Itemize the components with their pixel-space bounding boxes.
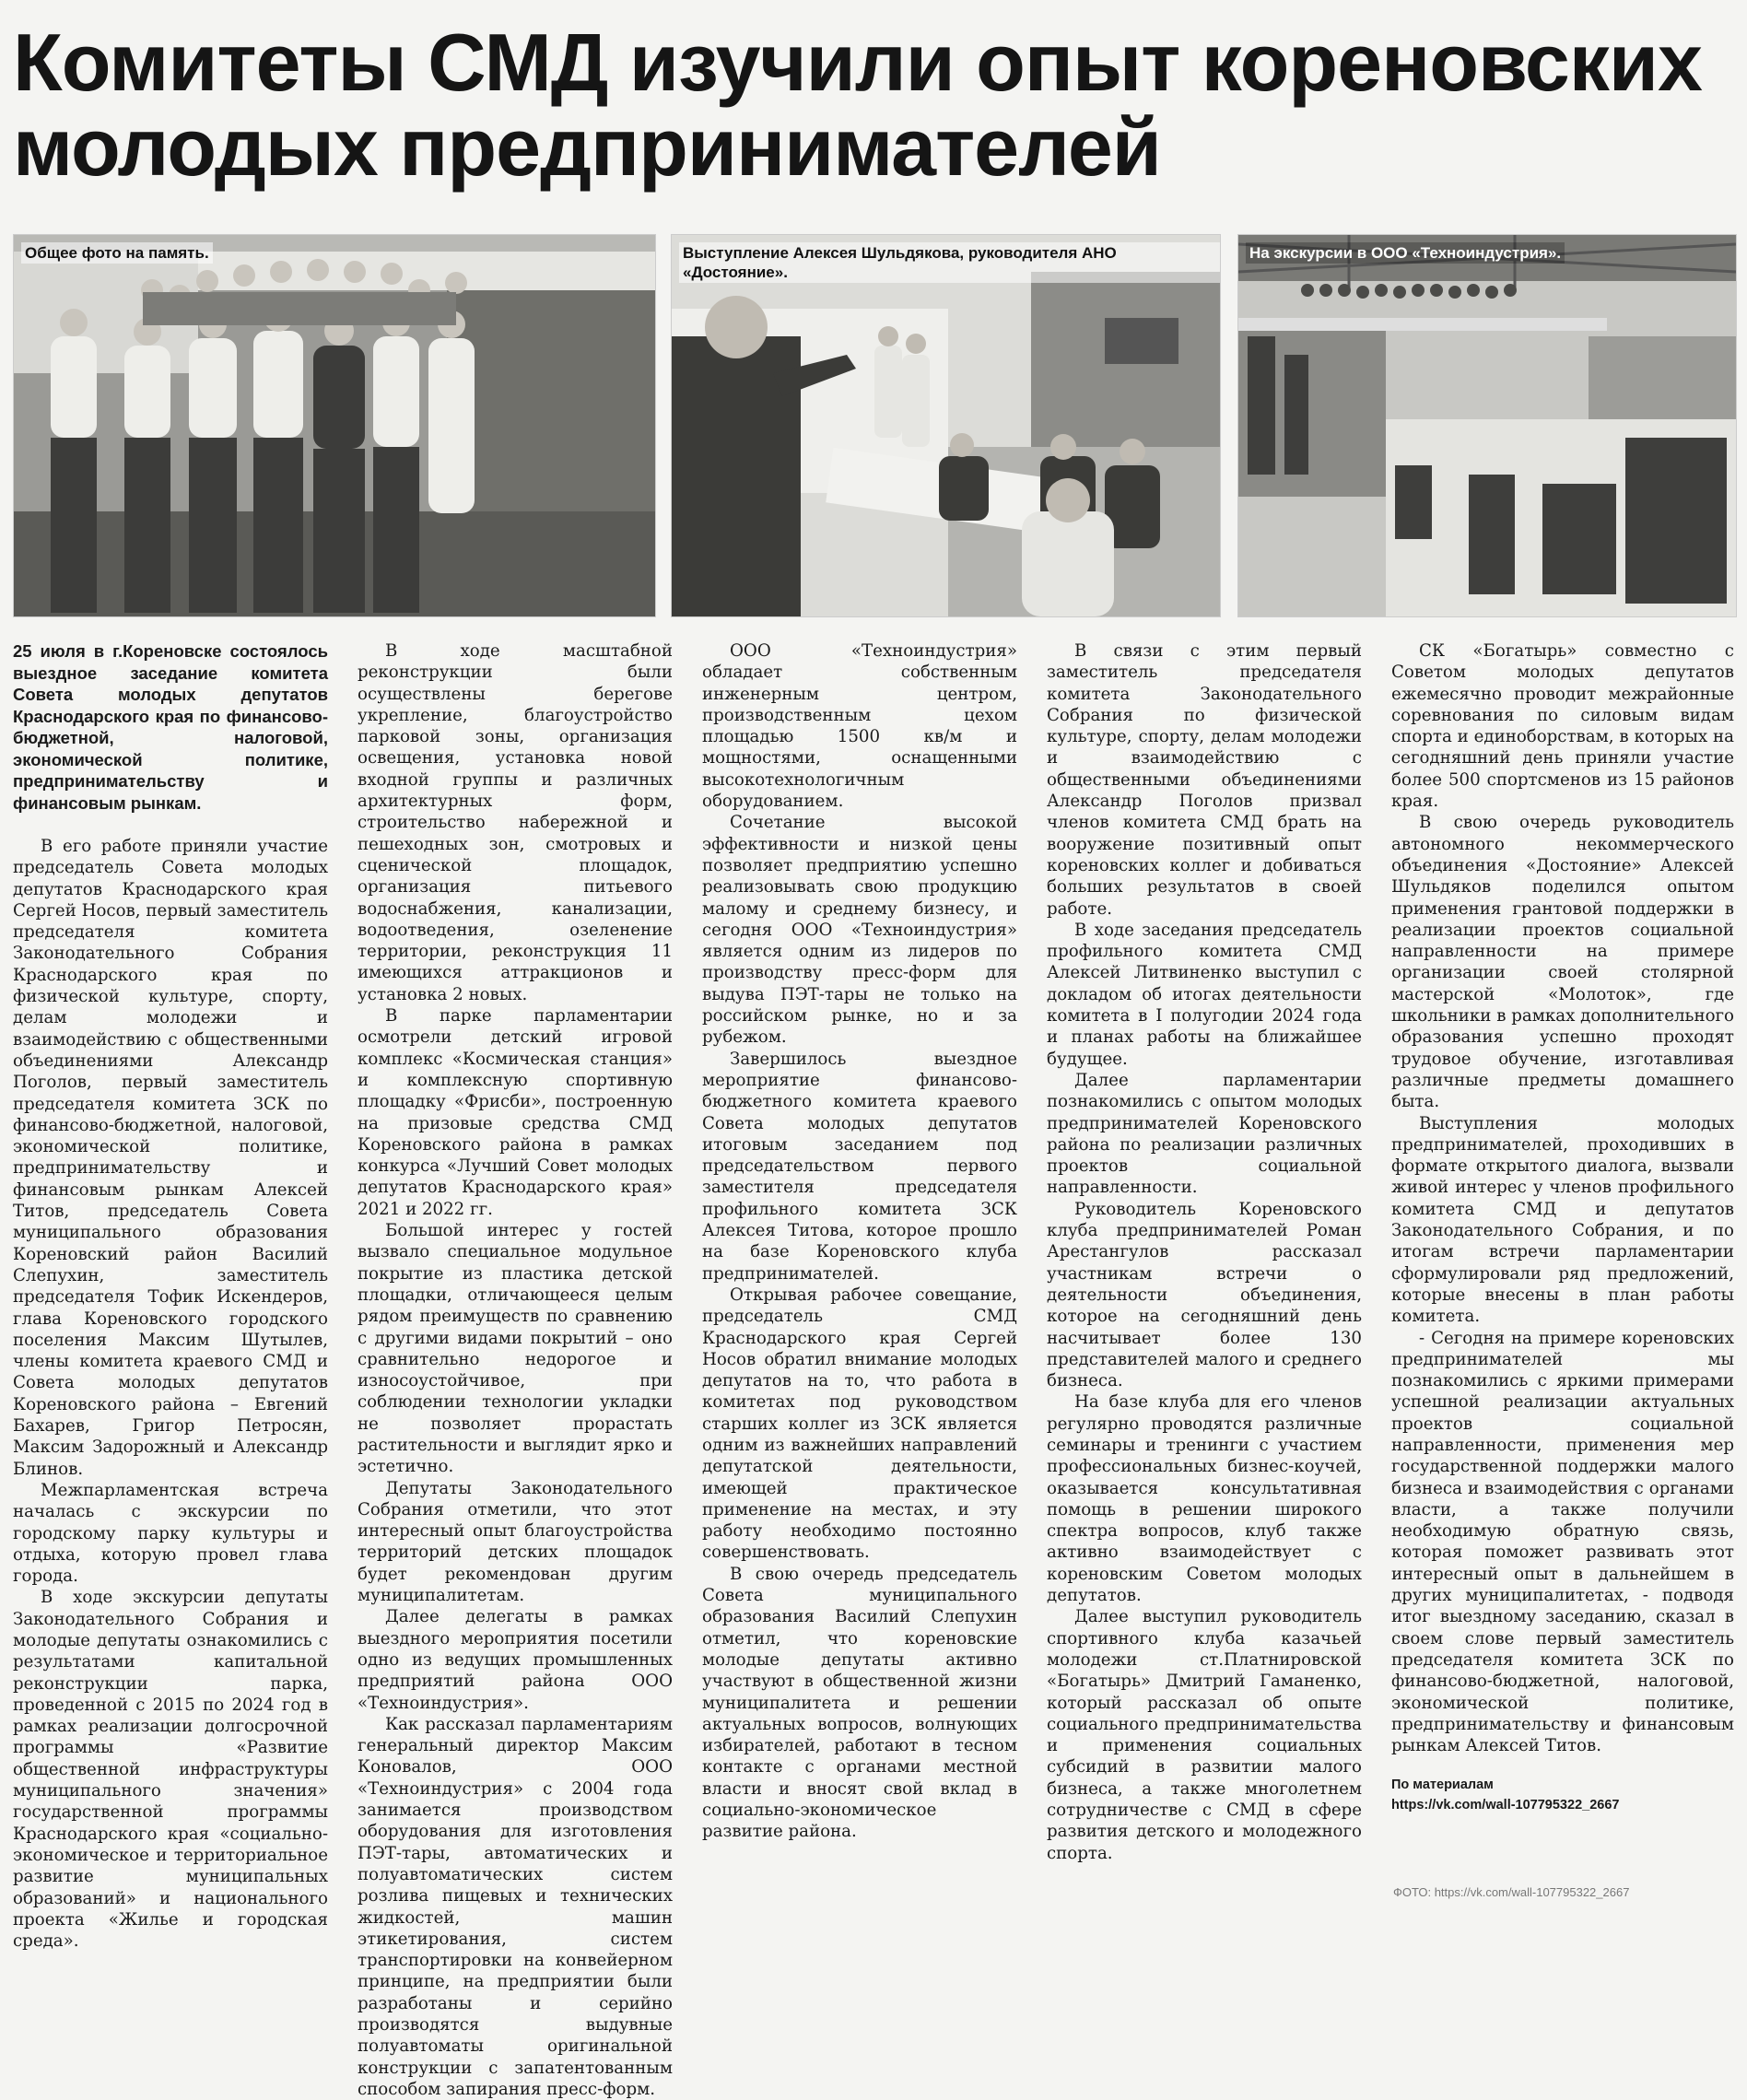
article-column-4: [1047, 640, 1362, 1864]
article-paragraph: В ходе экскурсии депутаты Законодательного Собрания и молодые депутаты ознакомились с результатами капитальной реконструкции парка, проведенной с 2015 по 2024 год в рамках реализации долгосрочной программы «Развитие общественной инфраструктуры муниципального значения» государственной программы Краснодарского края «социально-экономическое и территориальное развитие муниципальных образований» и национального проекта «Жилье и городская среда».: [13, 1588, 328, 1952]
photo-credit: ФОТО: https://vk.com/wall-107795322_2667: [1393, 1885, 1630, 1899]
article-paragraph: Межпарламентская встреча началась с экскурсии по городскому парку культуры и отдыха, которую провел глава города.: [13, 1480, 328, 1587]
source-label: По материалам: [1391, 1777, 1494, 1793]
article-column-2: [358, 640, 673, 2100]
article-paragraph: Открывая рабочее совещание, председатель СМД Краснодарского края Сергей Носов обратил внимание молодых депутатов на то, что работа в комитетах под руководством старших коллег из ЗСК является одним из важнейших направлений депутатской деятельности, имеющей практическое применение на местах, и эту работу необходимо постоянно совершенствовать.: [702, 1285, 1017, 1563]
article-paragraph: В свою очередь руководитель автономного некоммерческого объединения «Достояние» Алексей Шульдяков поделился опытом применения грантовой поддержки в реализации проектов социальной направленности на примере организации своей столярной мастерской «Молоток», где школьники в рамках дополнительного образования успешно проходят трудовое обучение, изготавливая различные предметы домашнего быта.: [1391, 813, 1734, 1112]
photo-factory: [1237, 234, 1737, 617]
article-paragraph: В ходе масштабной реконструкции были осуществлены берегове укрепление, благоустройство парковой зоны, организация освещения, установка новой входной группы и различных архитектурных форм, строительство набережной и пешеходных зон, смотровых и сценической площадок, организация питьевого водоснабжения, канализации, водоотведения, озеленение территории, реконструкция 11 имеющихся аттракционов и установка 2 новых.: [358, 641, 673, 1004]
article-paragraph: Большой интерес у гостей вызвало специальное модульное покрытие из пластика детской площадки, отличающееся целым рядом преимуществ по сравнению с другими видами покрытий – оно сравнительно недорогое и износоустойчивое, при соблюдении технологии укладки не позволяет прорастать растительности и выглядит ярко и эстетично.: [358, 1221, 673, 1477]
photo-caption-speaker: Выступление Алексея Шульдякова, руководителя АНО «Достояние».: [679, 242, 1220, 283]
article-paragraph: На базе клуба для его членов регулярно проводятся различные семинары и тренинги с участием профессиональных бизнес-коучей, оказывается консультативная помощь в решении широкого спектра вопросов, клуб также активно взаимодействует с кореновским Советом молодых депутатов.: [1047, 1392, 1362, 1606]
photo-group: [13, 234, 656, 617]
article-paragraph: В свою очередь председатель Совета муниципального образования Василий Слепухин отметил, что кореновские молодые депутаты активно участвуют в общественной жизни муниципалитета и решении актуальных вопросов, волнующих избирателей, работают в тесном контакте с органами местной власти и вносят свой вклад в социально-экономическое развитие района.: [702, 1564, 1017, 1842]
article-paragraph: Далее парламентарии познакомились с опытом молодых предпринимателей Кореновского района по реализации различных проектов социальной направленности.: [1047, 1070, 1362, 1198]
article-paragraph: В связи с этим первый заместитель председателя комитета Законодательного Собрания по физической культуре, спорту, делам молодежи и взаимодействию с общественными объединениями Александр Поголов призвал членов комитета СМД брать на вооружение позитивный опыт кореновских коллег и добиваться больших результатов в своей работе.: [1047, 641, 1362, 919]
article-column-5: [1391, 640, 1734, 1815]
headline: Комитеты СМД изучили опыт кореновских молодых предпринимателей: [13, 17, 1702, 193]
article-paragraph: Как рассказал парламентариям генеральный директор Максим Коновалов, ООО «Техноиндустрия» с 2004 года занимается производством оборудования для изготовления ПЭТ-тары, автоматических и полуавтоматических систем розлива пищевых и технических жидкостей, машин этикетирования, систем транспортировки на конвейерном принципе, на предприятии были разработаны и серийно производятся выдувные полуавтоматы оригинальной конструкции с запатентованным способом запирания пресс-форм.: [358, 1714, 673, 2099]
article-paragraph: - Сегодня на примере кореновских предпринимателей мы познакомились с яркими примерами успешной реализации актуальных проектов социальной направленности, применения мер государственной поддержки малого бизнеса и взаимодействия с органами власти, а также получили необходимую обратную связь, которая поможет развивать этот интересный опыт в дальнейшем в других муниципалитетах, - подводя итог выездному заседанию, сказал в своем слове первый заместитель председателя комитета ЗСК по финансово-бюджетной, налоговой, экономической политике, предпринимательству и финансовым рынкам Алексей Титов.: [1391, 1328, 1734, 1756]
source-link[interactable]: https://vk.com/wall-107795322_2667: [1391, 1798, 1620, 1813]
article-paragraph: В парке парламентарии осмотрели детский игровой комплекс «Космическая станция» и комплексную спортивную площадку «Фрисби», построенную на призовые средства СМД Кореновского района в рамках конкурса «Лучший Совет молодых депутатов Краснодарского края» 2021 и 2022 гг.: [358, 1006, 673, 1219]
article-paragraph: СК «Богатырь» совместно с Советом молодых депутатов ежемесячно проводит межрайонные соревнования по силовым видам спорта и единоборствам, в которых на сегодняшний день приняли участие более 500 спортсменов из 15 районов края.: [1391, 641, 1734, 812]
article-paragraph: Далее делегаты в рамках выездного мероприятия посетили одно из ведущих промышленных предприятий района ООО «Техноиндустрия».: [358, 1607, 673, 1713]
article-paragraph: Завершилось выездное мероприятие финансово-бюджетного комитета краевого Совета молодых депутатов итоговым заседанием под председательством первого заместителя председателя профильного комитета ЗСК Алексея Титова, которое прошло на базе Кореновского клуба предпринимателей.: [702, 1049, 1017, 1284]
article-paragraph: Выступления молодых предпринимателей, проходивших в формате открытого диалога, вызвали живой интерес у членов профильного комитета СМД и депутатов Законодательного Собрания, и по итогам встречи парламентарии сформулировали ряд предложений, которые внесены в план работы комитета.: [1391, 1113, 1734, 1327]
photo-caption-group: Общее фото на память.: [21, 242, 213, 264]
article-paragraph: Депутаты Законодательного Собрания отметили, что этот интересный опыт благоустройства территорий детских площадок будет рекомендован другим муниципалитетам.: [358, 1478, 673, 1606]
photo-caption-factory: На экскурсии в ООО «Техноиндустрия».: [1246, 242, 1565, 264]
article-paragraph: ООО «Техноиндустрия» обладает собственным инженерным центром, производственным цехом площадью 1500 кв/м и мощностями, оснащенными высокотехнологичным оборудованием.: [702, 641, 1017, 812]
article-column-3: [702, 640, 1017, 1843]
article-paragraph: Далее выступил руководитель спортивного клуба казачьей молодежи ст.Платнировской «Богатырь» Дмитрий Гаманенко, который рассказал об опыте социального предпринимательства и применения социальных субсидий в развитии малого бизнеса, а также многолетнем сотрудничестве с СМД в сфере развития детского и молодежного спорта.: [1047, 1607, 1362, 1863]
article-paragraph: В его работе приняли участие председатель Совета молодых депутатов Краснодарского края Сергей Носов, первый заместитель председателя комитета Законодательного Собрания Краснодарского края по физической культуре, спорту, делам молодежи и взаимодействию с общественными объединениями Александр Поголов, первый заместитель председателя комитета ЗСК по финансово-бюджетной, налоговой, экономической политике, предпринимательству и финансовым рынкам Алексей Титов, председатель Совета муниципального образования Кореновский район Василий Слепухин, заместитель председателя Тофик Искендеров, глава Кореновского городского поселения Максим Шутылев, члены комитета краевого СМД и Совета молодых депутатов Кореновского района – Евгений Бахарев, Григор Петросян, Максим Задорожный и Александр Блинов.: [13, 837, 328, 1479]
article-paragraph: Сочетание высокой эффективности и низкой цены позволяет предприятию успешно реализовывать свою продукцию малому и среднему бизнесу, и сегодня ООО «Техноиндустрия» является одним из лидеров по производству пресс-форм для выдува ПЭТ-тары не только на российском рынке, но и за рубежом.: [702, 813, 1017, 1048]
article-column-1: [13, 640, 328, 1952]
photo-speaker: [671, 234, 1221, 617]
article-lead: 25 июля в г.Кореновске состоялось выездное заседание комитета Совета молодых депутатов Краснодарского края по финансово-бюджетной, налоговой, экономической политике, предпринимательству и финансовым рынкам.: [13, 641, 328, 813]
article-paragraph: Руководитель Кореновского клуба предпринимателей Роман Арестангулов рассказал участникам встречи о деятельности объединения, которое на сегодняшний день насчитывает более 130 представителей малого и среднего бизнеса.: [1047, 1199, 1362, 1391]
article-paragraph: В ходе заседания председатель профильного комитета СМД Алексей Литвиненко выступил с докладом об итогах деятельности комитета в I полугодии 2024 года и планах работы на ближайшее будущее.: [1047, 920, 1362, 1069]
